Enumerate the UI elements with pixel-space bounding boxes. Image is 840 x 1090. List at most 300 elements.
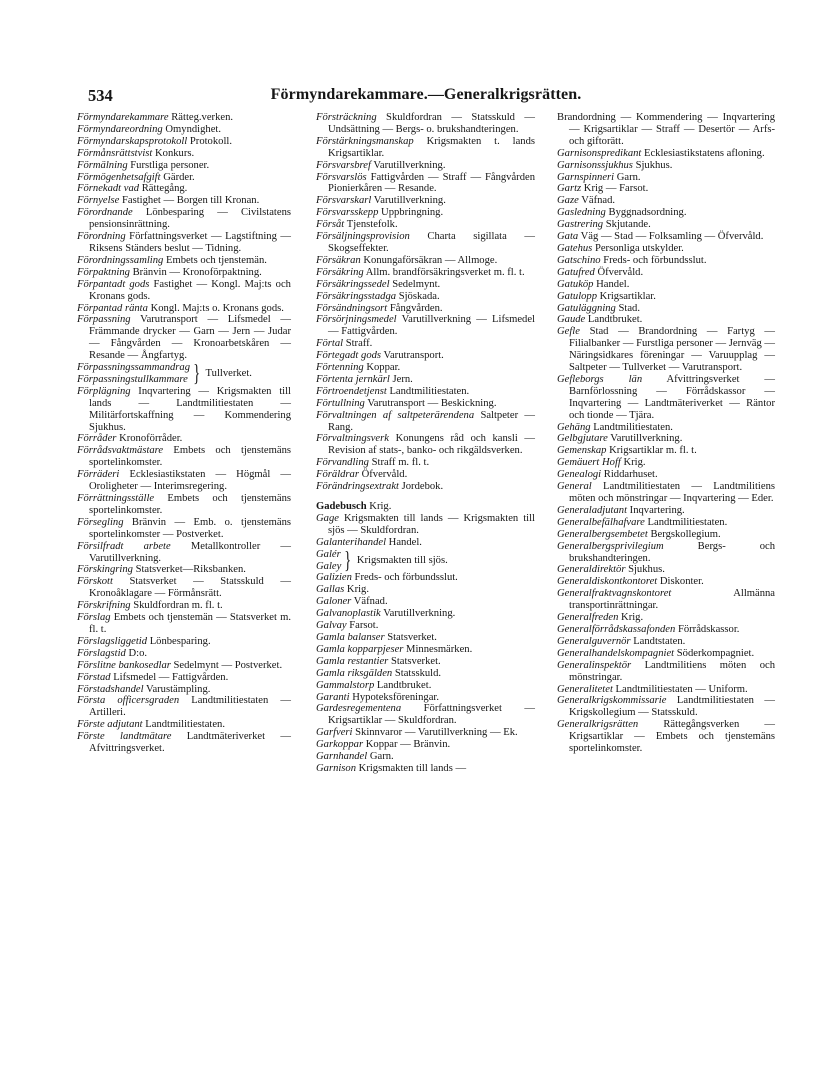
entry-headword: Gatuköp	[557, 278, 594, 290]
entry-headword: Förrättningsställe	[77, 493, 155, 504]
entry-reference: Statsverket—Riksbanken.	[132, 564, 246, 576]
entry-reference: Fastighet — Borgen till Kronan.	[119, 195, 260, 207]
entry-reference: Metallkontroller — Varutillverkning.	[89, 540, 291, 564]
entry-reference: Sjukhus.	[625, 564, 665, 576]
entry-headword: Försäkran	[316, 254, 361, 266]
index-entry	[316, 231, 535, 255]
entry-headword: Generalinspektör	[557, 659, 632, 671]
entry-headword: Gemenskap	[557, 445, 607, 457]
entry-headword: Förmälning	[77, 159, 128, 171]
entry-headword: Gatschino	[557, 254, 601, 266]
entry-headword: Förskrifning	[77, 600, 131, 612]
entry-reference: Landtmilitiestaten — Krigskollegium — Statsskuld.	[569, 695, 775, 719]
index-entry	[557, 612, 775, 624]
entry-headword: Förslagstid	[77, 647, 126, 659]
index-entry	[316, 739, 535, 751]
entry-headword: Gefleborgs län	[557, 373, 643, 385]
entry-headword: Förstärkningsmanskap	[316, 135, 414, 147]
index-entry	[557, 112, 775, 148]
entry-headword: Gaze	[557, 195, 579, 207]
entry-reference: Brandordning — Kommendering — Inqvartering — Krigsartiklar — Straff — Desertör — Arfs- och giftorätt.	[557, 112, 775, 147]
index-entry	[557, 505, 775, 517]
entry-reference: Stad.	[615, 302, 640, 314]
index-entry	[77, 207, 291, 231]
entry-headword: Försändningsort	[316, 302, 388, 314]
entry-headword: Försträckning	[316, 112, 377, 123]
entry-headword: Gartz	[557, 183, 582, 195]
entry-reference: Landtmilitiestaten.	[386, 385, 470, 397]
entry-headword: Förstad	[77, 671, 111, 683]
index-entry	[77, 517, 291, 541]
index-entry	[316, 703, 535, 727]
index-entry	[316, 255, 535, 267]
index-entry	[316, 727, 535, 739]
entry-reference: Kongl. Maj:ts o. Kronans gods.	[147, 302, 284, 314]
entry-headword: Förrådsvaktmästare	[77, 445, 164, 457]
index-entry	[77, 303, 291, 315]
index-entry	[557, 326, 775, 374]
entry-headword: Generaldiskontkontoret	[557, 576, 658, 588]
index-entry	[316, 481, 535, 493]
entry-headword: Försvarslös	[316, 171, 367, 183]
entry-reference: Skjutande.	[603, 219, 651, 231]
entry-reference: Tjenstefolk.	[344, 219, 398, 231]
entry-reference: Varutransport — Beskickning.	[364, 397, 497, 409]
entry-reference: Diskonter.	[657, 576, 704, 588]
entry-reference: Statsskuld.	[392, 667, 442, 679]
entry-headword: Garanti	[316, 691, 350, 703]
entry-reference: Konungens råd och kansli — Revision af stats-, banko- och rikgäldsverken.	[328, 433, 535, 457]
entry-reference: Krig.	[344, 584, 369, 596]
entry-reference: Statsverket.	[384, 631, 437, 643]
entry-headword: Förråder	[77, 433, 117, 445]
index-entry	[316, 350, 535, 362]
entry-reference: Rätteg.verken.	[168, 112, 234, 123]
index-entry	[316, 410, 535, 434]
index-entry	[557, 719, 775, 755]
entry-headword: Försörjningsmedel	[316, 314, 397, 326]
entry-headword: Galoner	[316, 596, 352, 608]
entry-reference: Rättegång.	[139, 183, 188, 195]
entry-headword: Försegling	[77, 516, 124, 528]
index-entry	[557, 422, 775, 434]
index-entry	[316, 112, 535, 136]
entry-headword: Förvaltningen af saltpeterärendena	[316, 409, 475, 421]
entry-headword: Gage	[316, 512, 339, 524]
entry-headword: Generalhandelskompagniet	[557, 647, 675, 659]
entry-reference: Landtmilitiestaten.	[142, 719, 226, 731]
index-entry	[316, 314, 535, 338]
entry-reference: Handel.	[593, 278, 630, 290]
brace-icon: }	[193, 360, 201, 387]
entry-reference: Byggnadsordning.	[605, 207, 687, 219]
index-entry	[77, 576, 291, 600]
index-entry	[557, 207, 775, 219]
page-number: 534	[88, 86, 113, 105]
entry-reference: Krigsartiklar.	[597, 290, 656, 302]
entry-headword: Generalfreden	[557, 612, 619, 624]
index-entry	[77, 695, 291, 719]
index-entry	[77, 386, 291, 434]
entry-headword: Garnison	[316, 762, 357, 774]
entry-reference: Varutillverkning.	[371, 195, 446, 207]
entry-headword: Förpantadt gods	[77, 278, 150, 290]
entry-reference: Allm. brandförsäkringsverket m. fl. t.	[363, 266, 525, 278]
entry-reference: Öfvervåld.	[594, 266, 644, 278]
entry-headword: Försvarskarl	[316, 195, 372, 207]
entry-headword: Förpassningstullkammare	[77, 373, 188, 385]
entry-headword: Garnisonspredikant	[557, 147, 642, 159]
index-entry	[77, 493, 291, 517]
entry-reference: Varutransport.	[381, 350, 444, 362]
index-entry	[557, 541, 775, 565]
entry-reference: Jordebok.	[398, 481, 444, 493]
entry-headword: Förtenta jernkärl	[316, 373, 390, 385]
entry-headword: Gastrering	[557, 219, 604, 231]
entry-headword: Förslag	[77, 612, 111, 624]
entry-reference: Krig.	[618, 612, 644, 624]
entry-headword: Förnyelse	[77, 195, 120, 207]
entry-reference: Bränvin — Kronoförpaktning.	[129, 266, 262, 278]
index-entry	[77, 255, 291, 267]
index-entry	[316, 513, 535, 537]
entry-headword: Förskingring	[77, 564, 133, 576]
index-entry	[77, 124, 291, 136]
index-column-middle	[316, 112, 535, 775]
index-entry	[77, 648, 291, 660]
index-entry	[557, 255, 775, 267]
index-entry	[316, 195, 535, 207]
index-entry	[316, 362, 535, 374]
entry-reference: Furstliga personer.	[127, 159, 210, 171]
index-entry	[316, 608, 535, 620]
entry-reference: Sjöskada.	[396, 290, 440, 302]
index-entry	[316, 584, 535, 596]
brace-headwords	[316, 549, 341, 573]
section-gap	[316, 493, 535, 501]
entry-reference: Sedelmynt — Postverket.	[170, 659, 283, 671]
entry-headword: Garkoppar	[316, 739, 364, 751]
entry-headword: Försåt	[316, 219, 345, 231]
entry-headword: Gata	[557, 231, 579, 243]
entry-headword: Generalfraktvagnskontoret	[557, 588, 672, 600]
entry-headword: Generaldirektör	[557, 564, 626, 576]
entry-headword: Gelbgjutare	[557, 433, 608, 445]
index-entry	[316, 620, 535, 632]
index-entry	[557, 588, 775, 612]
entry-headword: Generalförrådskassafonden	[557, 623, 676, 635]
entry-headword: Förmånsrättstvist	[77, 147, 153, 159]
entry-headword: Gamla balanser	[316, 631, 385, 643]
index-entry	[557, 469, 775, 481]
entry-headword: Gemäuert Hoff	[557, 457, 621, 469]
entry-reference: Varutransport — Lifsmedel — Främmande drycker — Garn — Jern — Judar — Fångvården — Kronoarbetskåren — Resande — Ångfartyg.	[89, 314, 291, 362]
index-entry	[316, 386, 535, 398]
index-entry	[77, 636, 291, 648]
entry-headword: Förpaktning	[77, 266, 130, 278]
entry-reference: Landtmäteriverket — Afvittringsverket.	[89, 731, 291, 755]
index-entry	[316, 763, 535, 775]
entry-headword: Generalbefälhafvare	[557, 516, 645, 528]
index-entry	[77, 160, 291, 172]
entry-headword: Galanterihandel	[316, 536, 387, 548]
entry-reference: Varustämpling.	[143, 683, 211, 695]
entry-headword: Första officersgraden	[77, 695, 180, 707]
entry-reference: Öfvervåld.	[358, 469, 408, 481]
entry-headword: Föräldrar	[316, 469, 359, 481]
entry-reference: Hypoteksföreningar.	[349, 691, 439, 703]
index-entry	[557, 267, 775, 279]
entry-reference: Allmänna transportinrättningar.	[569, 588, 775, 612]
index-entry	[77, 183, 291, 195]
index-entry	[77, 564, 291, 576]
entry-headword: Förordningssamling	[77, 254, 164, 266]
index-entry	[316, 172, 535, 196]
entry-headword: Gamla restantier	[316, 655, 389, 667]
entry-headword: Försäkringsstadga	[316, 290, 397, 302]
entry-headword: General	[557, 481, 592, 493]
index-entry	[557, 314, 775, 326]
entry-headword: Förtal	[316, 338, 344, 350]
entry-headword: Generaladjutant	[557, 504, 628, 516]
entry-reference: Minnesmärken.	[403, 643, 473, 655]
entry-headword: Generalitetet	[557, 683, 613, 695]
index-entry	[77, 148, 291, 160]
entry-reference: Landtmilitiestaten — Artilleri.	[89, 695, 291, 719]
entry-reference: Stad — Brandordning — Fartyg — Filialbanker — Furstliga personer — Jernväg — Näringsidkares föreningar — Varuupplag — Saltpeter — Tullverket — Varutransport.	[569, 326, 775, 374]
entry-headword: Förvandling	[316, 457, 369, 469]
entry-headword: Generalguvernör	[557, 635, 631, 647]
entry-reference: Sedelmynt.	[389, 278, 441, 290]
index-entry	[557, 183, 775, 195]
entry-headword: Gatufred	[557, 266, 595, 278]
entry-reference: Krigsmakten t. lands Krigsartiklar.	[328, 135, 535, 159]
entry-reference: Krig — Farsot.	[581, 183, 649, 195]
index-entry	[557, 160, 775, 172]
index-entry	[316, 303, 535, 315]
entry-reference: Charta sigillata — Skogseffekter.	[328, 231, 535, 254]
entry-headword: Försvarsskepp	[316, 207, 379, 219]
entry-headword: Gatuläggning	[557, 302, 616, 314]
entry-reference: Straff.	[343, 338, 373, 350]
entry-headword: Garnisonssjukhus	[557, 159, 633, 171]
entry-reference: Krig.	[620, 457, 646, 469]
index-entry	[316, 374, 535, 386]
entry-reference: Lönbesparing.	[147, 635, 211, 647]
index-entry	[557, 291, 775, 303]
index-entry	[557, 172, 775, 184]
entry-headword: Generalbergsprivilegium	[557, 540, 664, 552]
index-entry	[316, 751, 535, 763]
index-entry	[77, 112, 291, 124]
index-entry	[557, 529, 775, 541]
index-entry	[77, 267, 291, 279]
entry-reference: Landtmilitiestaten — Landtmilitiens möten och mönstringar — Inqvartering — Eder.	[569, 481, 775, 504]
index-entry	[77, 731, 291, 755]
entry-reference: Ecklesiastikstatens afloning.	[641, 147, 765, 159]
entry-headword: Gehäng	[557, 421, 591, 433]
entry-headword: Förtroendetjenst	[316, 385, 387, 397]
entry-reference: Freds- och förbundsslut.	[351, 572, 458, 584]
entry-headword: Garfveri	[316, 727, 353, 739]
entry-reference: Riddarhuset.	[601, 469, 658, 481]
index-entry	[77, 672, 291, 684]
index-entry	[316, 469, 535, 481]
entry-reference: Förrådskassor.	[675, 623, 740, 635]
entry-headword: Förnekadt vad	[77, 183, 140, 195]
entry-headword: Gamla riksgälden	[316, 667, 393, 679]
entry-reference: Bränvin — Emb. o. tjenstemäns sportelinkomster — Postverket.	[89, 516, 291, 540]
entry-headword: Gatehus	[557, 242, 593, 254]
entry-reference: Landtmilitiestaten.	[644, 516, 728, 528]
index-entry	[557, 243, 775, 255]
entry-reference: Inqvartering.	[627, 504, 685, 516]
index-entry	[77, 612, 291, 636]
entry-headword: Gaude	[557, 314, 586, 326]
entry-reference: Författningsverket — Krigsartiklar — Skuldfordran.	[328, 703, 535, 727]
entry-reference: D:o.	[125, 647, 148, 659]
index-entry	[316, 632, 535, 644]
index-entry	[557, 303, 775, 315]
index-entry	[77, 231, 291, 255]
brace-headwords	[77, 362, 190, 386]
entry-reference: Handel.	[386, 536, 422, 548]
index-entry	[77, 469, 291, 493]
entry-headword: Förskott	[77, 576, 113, 588]
index-entry	[316, 501, 535, 513]
entry-headword: Generalbergsembetet	[557, 528, 648, 540]
entry-headword: Förste adjutant	[77, 719, 143, 731]
entry-headword: Gammalstorp	[316, 679, 375, 691]
entry-headword: Förräderi	[77, 469, 120, 481]
index-entry	[316, 668, 535, 680]
entry-headword: Gallas	[316, 584, 345, 596]
entry-headword: Förmyndarekammare	[77, 112, 169, 123]
entry-reference: Saltpeter — Rang.	[328, 409, 536, 433]
entry-headword: Försäljningsprovision	[316, 231, 410, 243]
entry-headword: Förpassning	[77, 314, 131, 326]
index-entry	[77, 600, 291, 612]
entry-headword: Försvarsbref	[316, 159, 371, 171]
entry-reference: Embets och tjenstemän — Statsverket m. fl. t.	[89, 612, 291, 635]
entry-reference: Garn.	[367, 751, 394, 763]
index-entry	[557, 445, 775, 457]
entry-reference: Kronoförråder.	[116, 433, 183, 445]
entry-reference: Väfnad.	[351, 596, 388, 608]
entry-headword: Förslitne bankosedlar	[77, 659, 171, 671]
entry-headword: Förändringsextrakt	[316, 481, 399, 493]
index-entry	[557, 148, 775, 160]
index-entry	[557, 684, 775, 696]
entry-reference: Farsot.	[346, 620, 379, 632]
entry-reference: Statsverket.	[388, 655, 441, 667]
entry-reference: Söderkompagniet.	[674, 647, 755, 659]
index-entry	[316, 160, 535, 172]
index-entry	[77, 719, 291, 731]
entry-reference: Personliga utskylder.	[592, 242, 684, 254]
entry-reference: Lönbesparing — Civilstatens pensionsinrättning.	[89, 207, 291, 231]
entry-headword: Generalkrigskommissarie	[557, 695, 667, 707]
entry-headword: Förtegadt gods	[316, 350, 382, 362]
entry-reference: Gärder.	[160, 171, 195, 183]
index-entry	[557, 433, 775, 445]
index-entry	[557, 231, 775, 243]
entry-reference: Konkurs.	[152, 147, 195, 159]
index-column-right	[557, 112, 775, 755]
entry-reference: Tullverket.	[205, 367, 252, 379]
index-entry	[557, 660, 775, 684]
entry-reference: Freds- och förbundsslut.	[600, 254, 707, 266]
entry-reference: Konungaförsäkran — Allmoge.	[360, 254, 498, 266]
entry-reference: Varutillverkning.	[380, 608, 456, 620]
entry-reference: Krigsmakten till lands — Krigsmakten till sjös — Skuldfordran.	[328, 512, 535, 536]
entry-headword: Galvay	[316, 620, 347, 632]
index-entry	[316, 338, 535, 350]
entry-headword: Förtullning	[316, 397, 365, 409]
entry-reference: Embets och tjenstemäns sportelinkomster.	[89, 445, 291, 469]
entry-reference: Skuldfordran m. fl. t.	[130, 600, 223, 612]
index-entry	[77, 362, 291, 386]
entry-reference: Jern.	[389, 373, 413, 385]
entry-reference: Landtbruket.	[374, 679, 432, 691]
index-entry	[77, 136, 291, 148]
entry-headword: Förtenning	[316, 362, 364, 374]
entry-headword: Galér	[316, 548, 341, 560]
entry-reference: Väg — Stad — Folksamling — Öfvervåld.	[578, 231, 764, 243]
index-entry	[557, 576, 775, 588]
entry-headword: Förplägning	[77, 385, 131, 397]
entry-headword: Förordnande	[77, 207, 133, 219]
entry-reference: Varutillverkning.	[607, 433, 683, 445]
entry-headword: Gardesregementena	[316, 703, 402, 715]
entry-reference: Straff m. fl. t.	[368, 457, 430, 469]
entry-reference: Landtbruket.	[585, 314, 643, 326]
index-entry	[557, 648, 775, 660]
entry-reference: Rättegångsverken — Krigsartiklar — Embets och tjenstemäns sportelinkomster.	[569, 719, 775, 755]
entry-reference: Afvittringsverket — Barnförlossning — Förrådskassor — Inqvartering — Landtmäteriverket — Räntor och tionde — Tjära.	[569, 373, 775, 421]
brace-icon: }	[344, 547, 352, 574]
entry-headword: Genealogi	[557, 469, 602, 481]
entry-headword: Gadebusch	[316, 501, 367, 512]
entry-reference: Protokoll.	[187, 135, 232, 147]
index-entry	[316, 596, 535, 608]
entry-headword: Gatulopp	[557, 290, 598, 302]
entry-headword: Galvanoplastik	[316, 608, 381, 620]
entry-headword: Galey	[316, 560, 342, 572]
index-entry	[316, 656, 535, 668]
index-entry	[557, 624, 775, 636]
index-entry	[557, 374, 775, 422]
entry-headword: Gamla kopparpjeser	[316, 643, 404, 655]
entry-reference: Krig.	[366, 501, 392, 512]
entry-reference: Landtmilitiens möten och mönstringar.	[569, 659, 775, 683]
index-entry	[557, 457, 775, 469]
index-entry	[557, 517, 775, 529]
index-entry	[316, 572, 535, 584]
entry-reference: Inqvartering — Krigsmakten till lands — Landtmilitiestaten — Militärfortskaffning — Kommendering Sjukhus.	[89, 385, 291, 433]
entry-reference: Varutillverkning.	[370, 159, 446, 171]
entry-reference: Skinnvaror — Varutillverkning — Ek.	[352, 727, 518, 739]
index-entry	[316, 398, 535, 410]
entry-headword: Förordning	[77, 231, 126, 243]
entry-reference: Bergskollegium.	[647, 528, 721, 540]
entry-reference: Landtmilitiestaten.	[590, 421, 673, 433]
entry-reference: Omyndighet.	[162, 123, 221, 135]
index-entry	[316, 680, 535, 692]
entry-reference: Uppbringning.	[378, 207, 444, 219]
index-entry	[77, 172, 291, 184]
entry-reference: Bergs- och brukshandteringen.	[569, 540, 775, 564]
